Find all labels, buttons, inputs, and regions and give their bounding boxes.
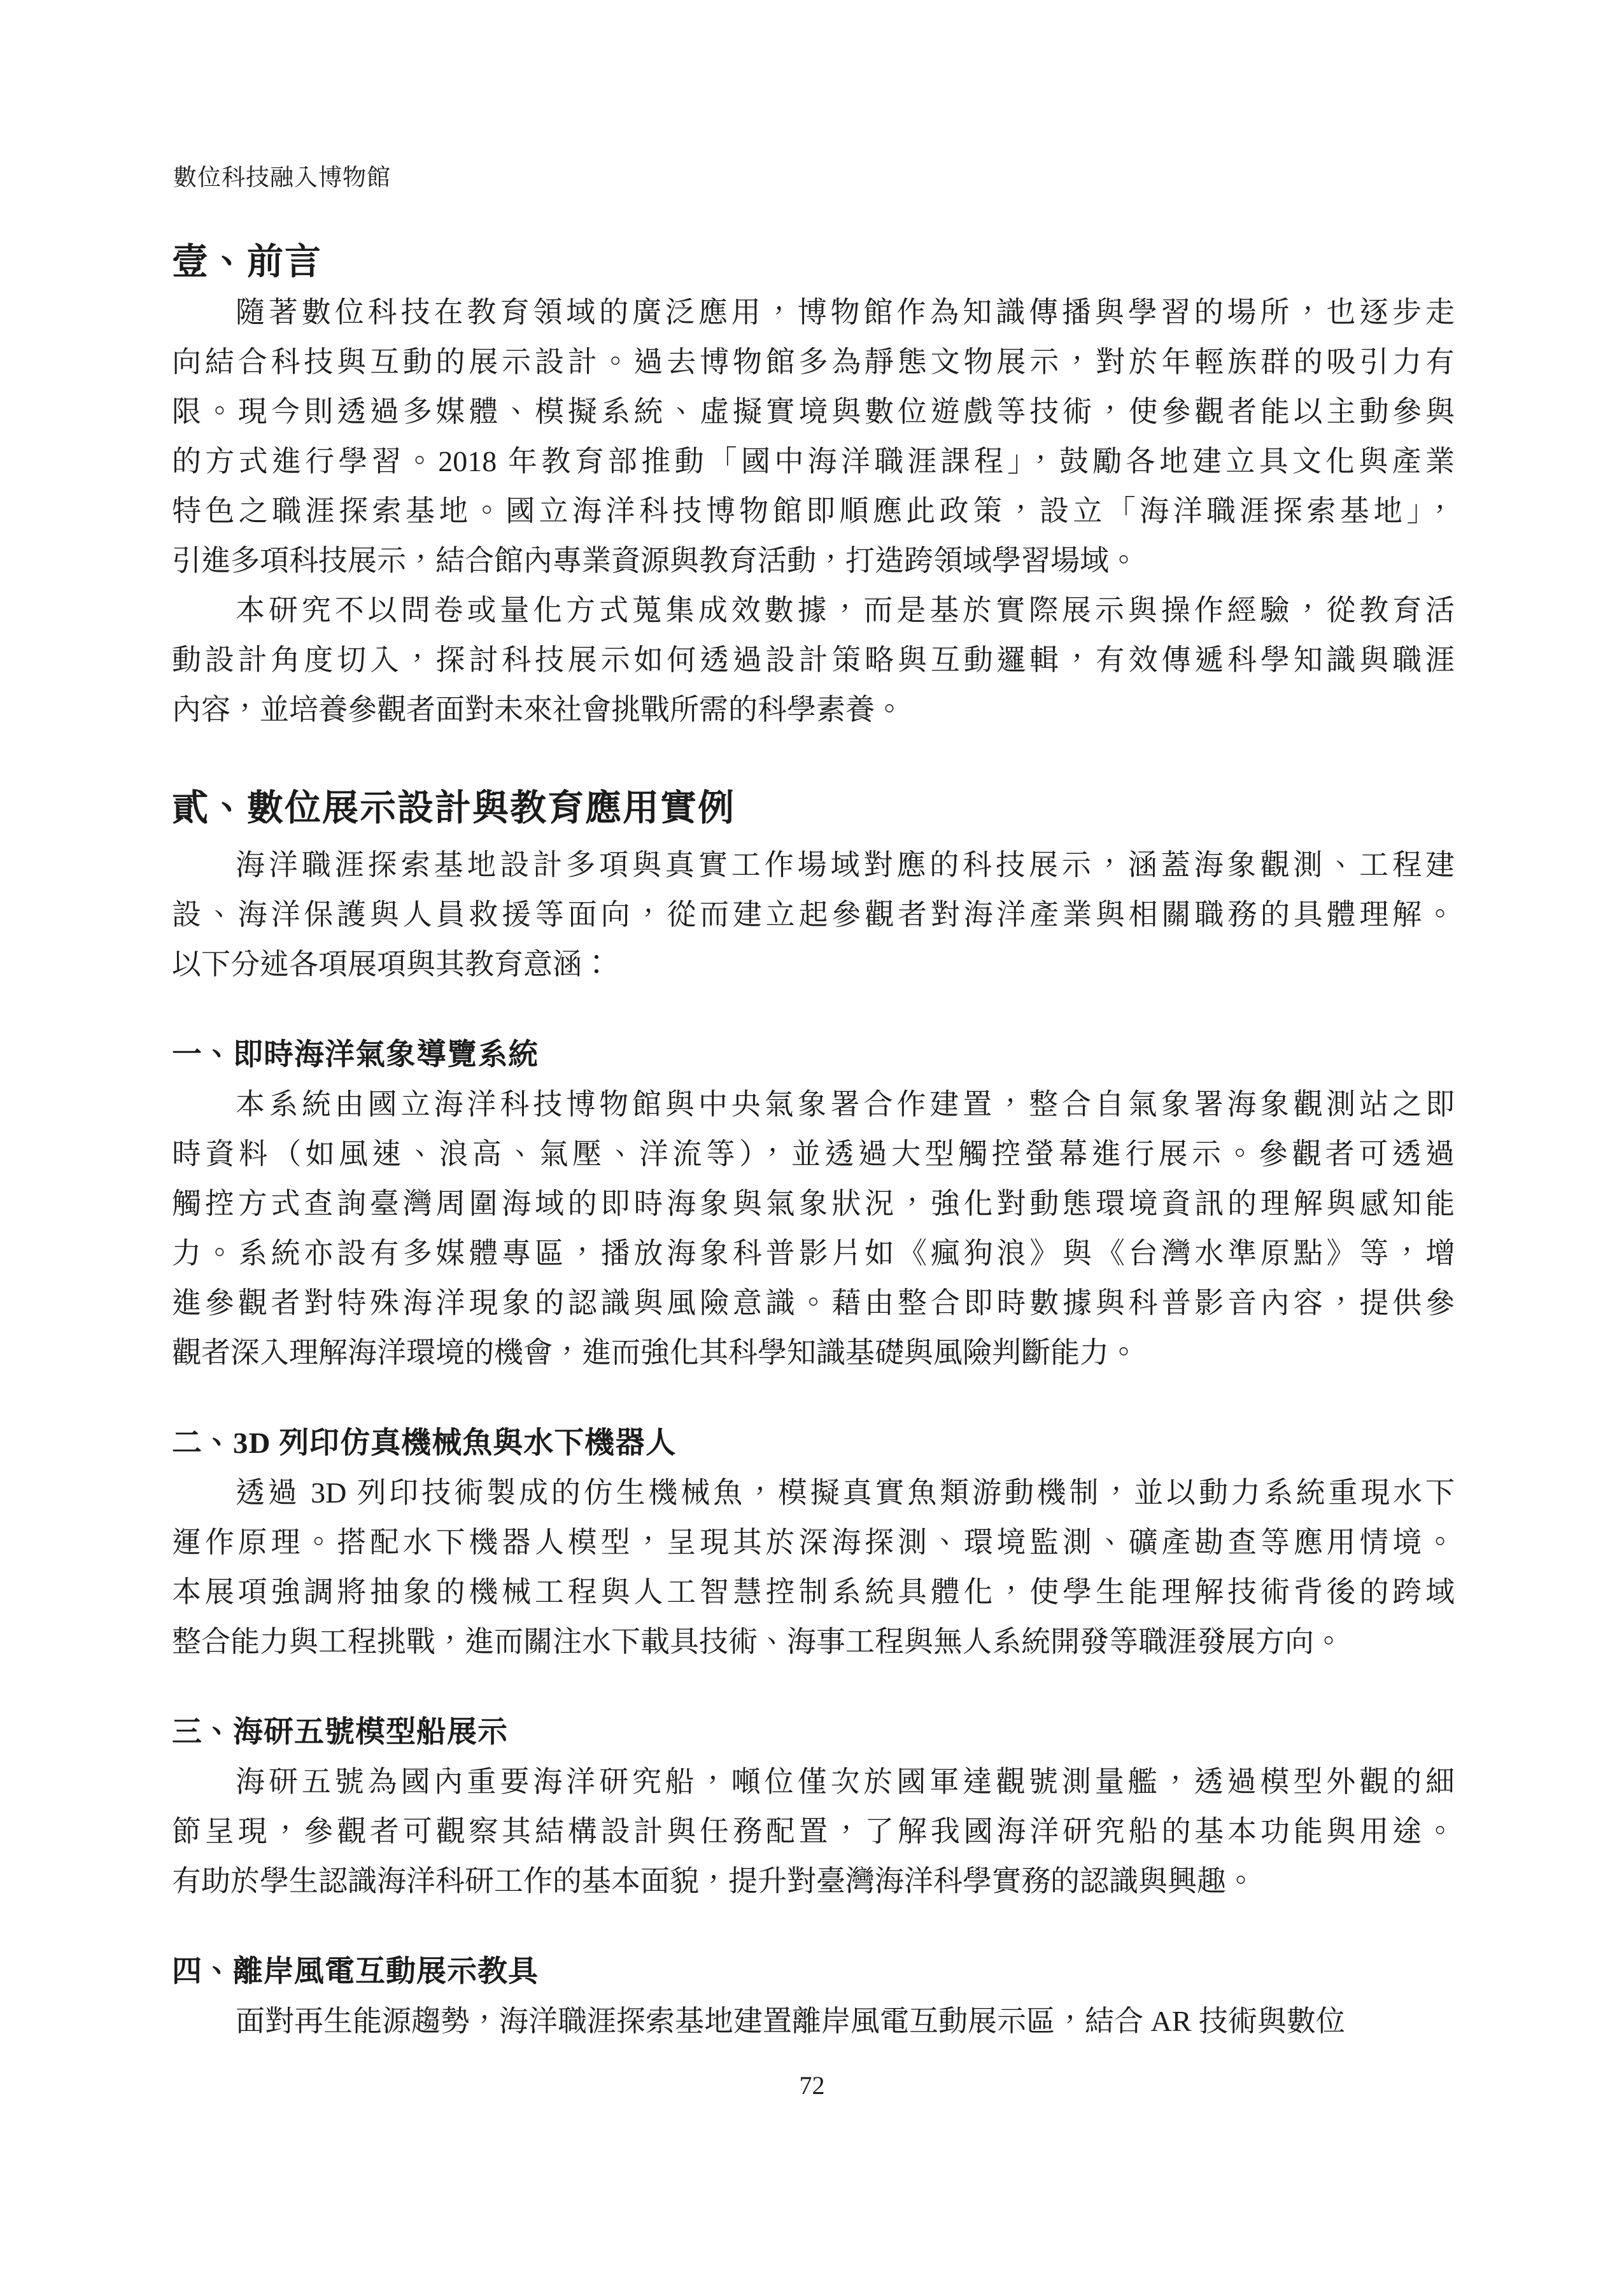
- text-line: 以下分述各項展項與其教育意涵：: [172, 948, 611, 980]
- text-line: 運作原理。搭配水下機器人模型，呈現其於深海探測、環境監測、礦產勘查等應用情境。: [172, 1526, 1455, 1559]
- subsection-2-heading: 二、3D 列印仿真機械魚與水下機器人: [172, 1427, 677, 1460]
- text-line: 海研五號為國內重要海洋研究船，噸位僅次於國軍達觀號測量艦，透過模型外觀的細: [236, 1765, 1455, 1798]
- subsection-1-heading: 一、即時海洋氣象導覽系統: [172, 1038, 539, 1072]
- text-line: 本展項強調將抽象的機械工程與人工智慧控制系統具體化，使學生能理解技術背後的跨域: [172, 1576, 1455, 1608]
- text-line: 海洋職涯探索基地設計多項與真實工作場域對應的科技展示，涵蓋海象觀測、工程建: [236, 849, 1455, 881]
- subsection-3-heading: 三、海研五號模型船展示: [172, 1716, 508, 1749]
- text-line: 整合能力與工程挑戰，進而關注水下載具技術、海事工程與無人系統開發等職涯發展方向。: [172, 1625, 1343, 1658]
- paragraph: [172, 1468, 1455, 1667]
- text-line: 引進多項科技展示，結合館內專業資源與教育活動，打造跨領域學習場域。: [172, 544, 1138, 577]
- text-line: 本研究不以問卷或量化方式蒐集成效數據，而是基於實際展示與操作經驗，從教育活: [236, 594, 1455, 626]
- section-2-heading: 貳、數位展示設計與教育應用實例: [172, 788, 735, 828]
- text-line: 限。現今則透過多媒體、模擬系統、虛擬實境與數位遊戲等技術，使參觀者能以主動參與: [172, 395, 1455, 428]
- text-line: 觀者深入理解海洋環境的機會，進而強化其科學知識基礎與風險判斷能力。: [172, 1336, 1138, 1369]
- text-line: 節呈現，參觀者可觀察其結構設計與任務配置，了解我國海洋研究船的基本功能與用途。: [172, 1815, 1455, 1848]
- section-1-heading: 壹、前言: [172, 242, 322, 282]
- text-line: 向結合科技與互動的展示設計。過去博物館多為靜態文物展示，對於年輕族群的吸引力有: [172, 346, 1455, 378]
- text-line: 內容，並培養參觀者面對未來社會挑戰所需的科學素養。: [172, 693, 904, 726]
- page-number: 72: [799, 2071, 825, 2100]
- paragraph: [172, 288, 1455, 586]
- text-line: 本系統由國立海洋科技博物館與中央氣象署合作建置，整合自氣象署海象觀測站之即: [236, 1088, 1455, 1121]
- text-line: 設、海洋保護與人員救援等面向，從而建立起參觀者對海洋產業與相關職務的具體理解。: [172, 898, 1455, 931]
- paragraph: [172, 1757, 1455, 1906]
- page-content: [172, 237, 1455, 2046]
- text-line: 觸控方式查詢臺灣周圍海域的即時海象與氣象狀況，強化對動態環境資訊的理解與感知能: [172, 1187, 1455, 1220]
- text-line: 有助於學生認識海洋科研工作的基本面貌，提升對臺灣海洋科學實務的認識與興趣。: [172, 1865, 1255, 1897]
- paragraph: [172, 840, 1455, 989]
- paragraph: [172, 586, 1455, 735]
- paragraph: [172, 1080, 1455, 1378]
- paragraph: [172, 1997, 1455, 2046]
- text-line: 進參觀者對特殊海洋現象的認識與風險意識。藉由整合即時數據與科普影音內容，提供參: [172, 1287, 1455, 1319]
- text-line: 動設計角度切入，探討科技展示如何透過設計策略與互動邏輯，有效傳遞科學知識與職涯: [172, 644, 1455, 676]
- text-line: 特色之職涯探索基地。國立海洋科技博物館即順應此政策，設立「海洋職涯探索基地」，: [172, 495, 1455, 527]
- text-line: 力。系統亦設有多媒體專區，播放海象科普影片如《瘋狗浪》與《台灣水準原點》等，增: [172, 1237, 1455, 1270]
- subsection-4-heading: 四、離岸風電互動展示教具: [172, 1955, 539, 1988]
- text-line: 的方式進行學習。2018 年教育部推動「國中海洋職涯課程」，鼓勵各地建立具文化與產業: [172, 445, 1455, 478]
- text-line: 時資料（如風速、浪高、氣壓、洋流等），並透過大型觸控螢幕進行展示。參觀者可透過: [172, 1138, 1455, 1170]
- text-line: 隨著數位科技在教育領域的廣泛應用，博物館作為知識傳播與學習的場所，也逐步走: [236, 296, 1455, 329]
- text-line: 面對再生能源趨勢，海洋職涯探索基地建置離岸風電互動展示區，結合 AR 技術與數位: [236, 2005, 1345, 2037]
- text-line: 透過 3D 列印技術製成的仿生機械魚，模擬真實魚類游動機制，並以動力系統重現水下: [236, 1476, 1455, 1509]
- running-header: 數位科技融入博物館: [173, 165, 391, 191]
